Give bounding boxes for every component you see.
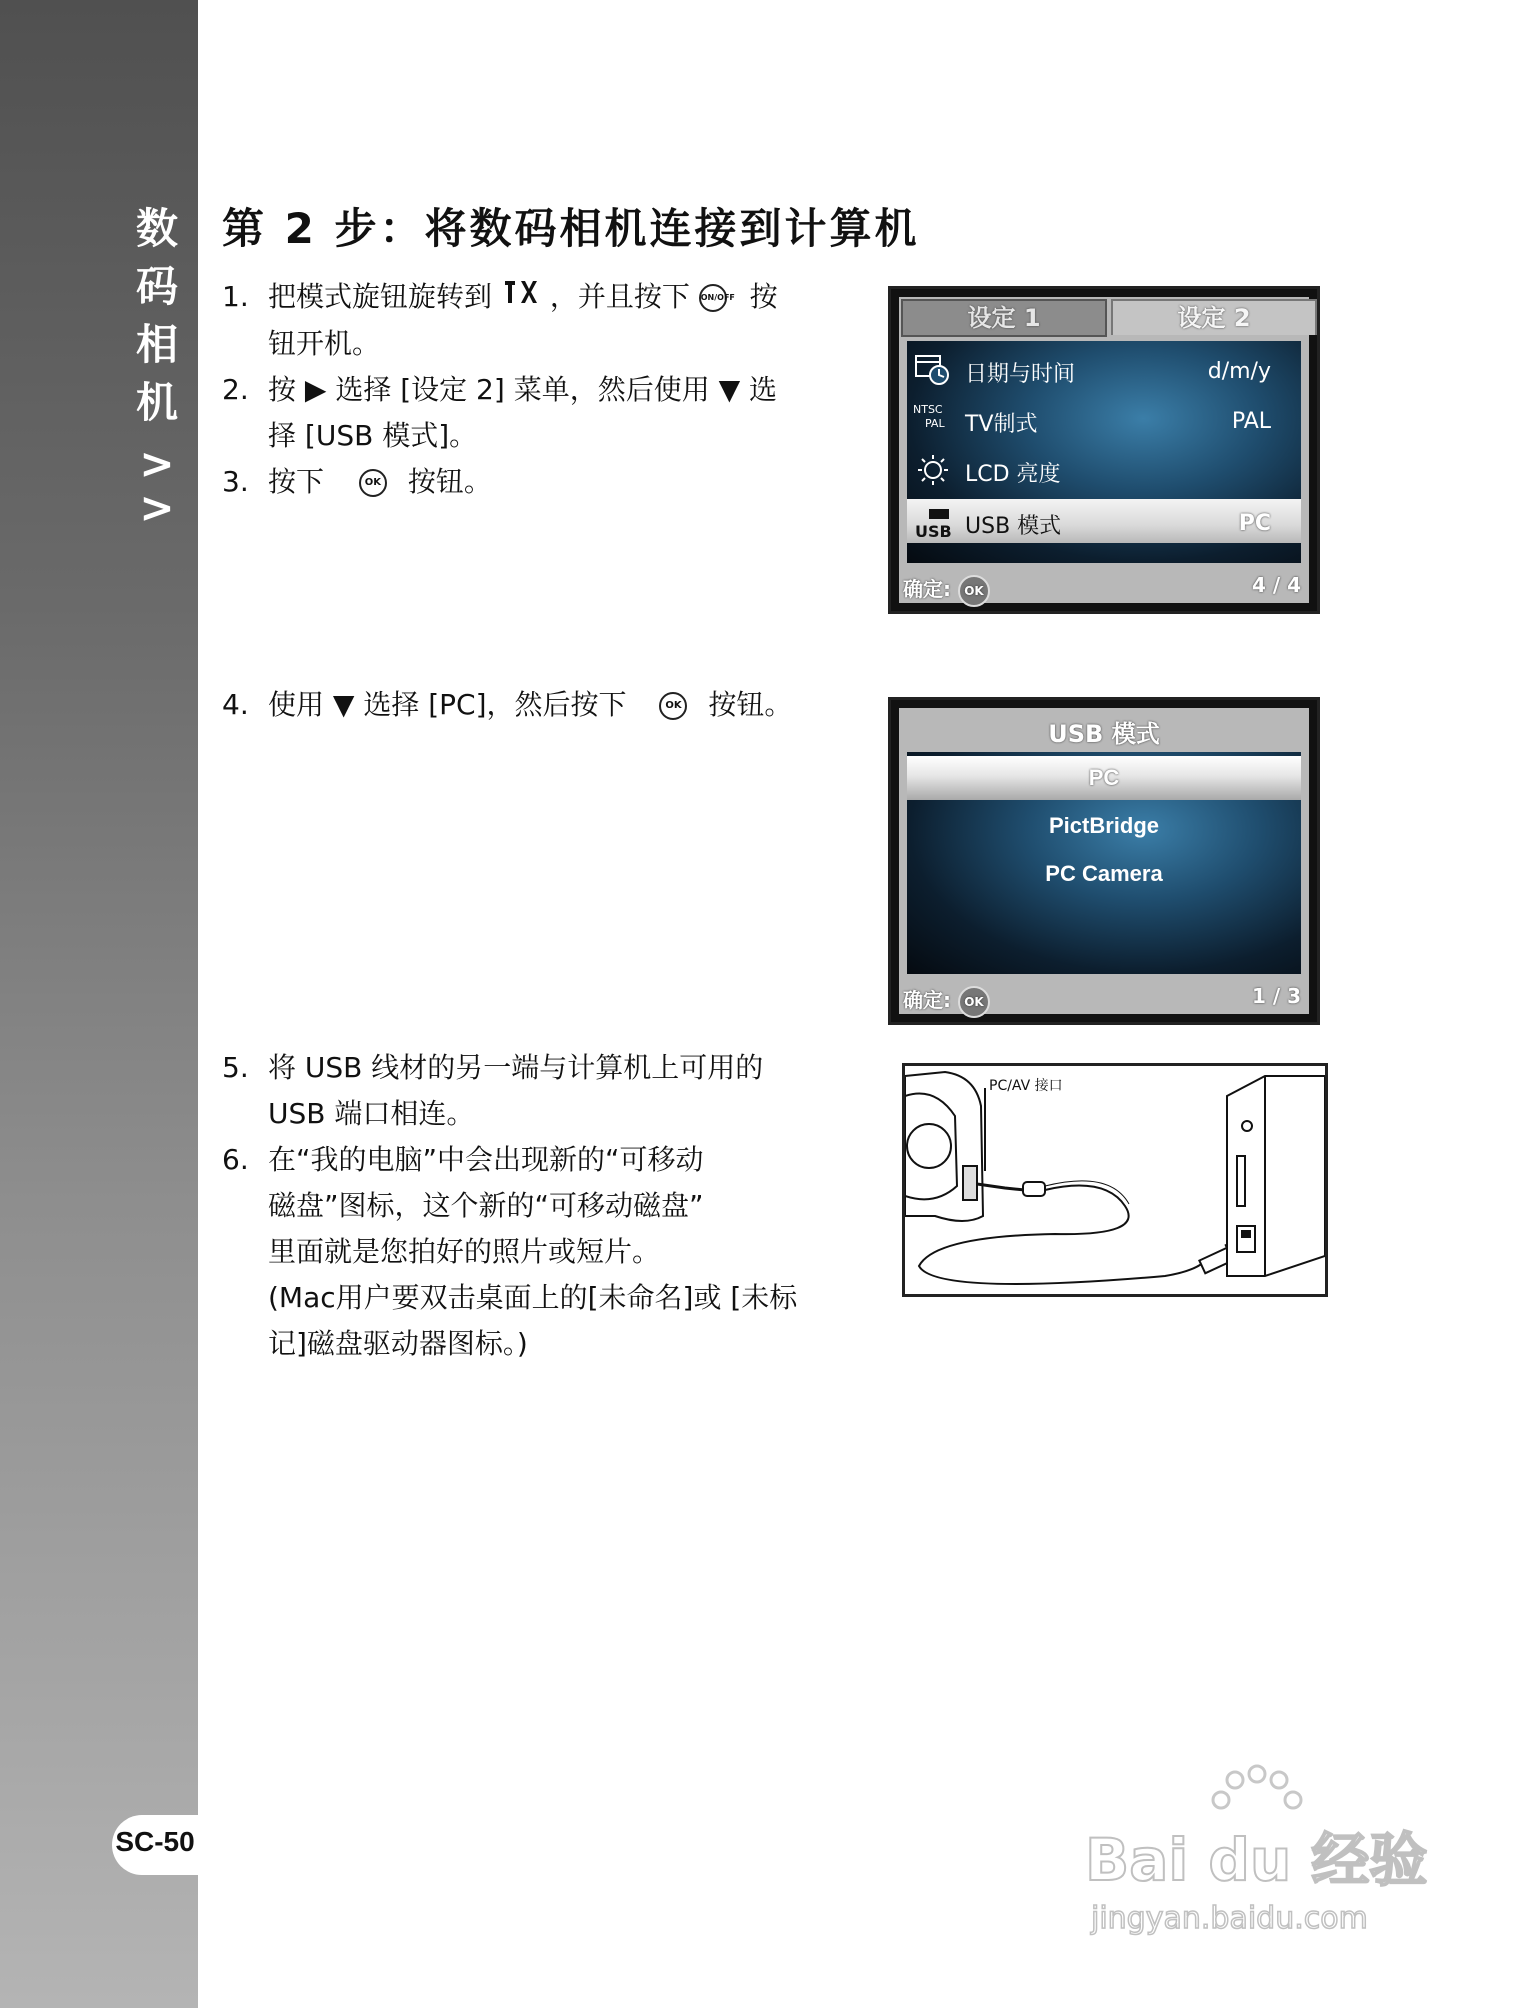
power-button-icon: ON/OFF [699, 284, 727, 312]
steps-block-3 [222, 1045, 842, 1367]
step-text: 磁盘”图标，这个新的“可移动磁盘” [268, 1189, 704, 1222]
step-text: 按 [749, 280, 778, 313]
sidebar-char: 相 [135, 320, 178, 369]
ok-button-icon: OK [659, 692, 687, 720]
step-number: 5. [222, 1051, 249, 1084]
watermark-url: jingyan.baidu.com [1091, 1901, 1368, 1936]
pal-icon-text: PAL [925, 417, 945, 430]
usb-mode-menu [907, 752, 1301, 974]
screen-frame [899, 297, 1309, 603]
menu-row-value: PC [1238, 511, 1271, 536]
step-number: 1. [222, 280, 249, 313]
option-pictbridge[interactable]: PictBridge [1048, 813, 1160, 838]
confirm-label: 确定: [903, 988, 951, 1012]
confirm-hint [903, 984, 990, 1018]
step-text: 按下 [268, 465, 325, 498]
menu-row-usb-mode[interactable] [907, 499, 1301, 543]
tab-bar [899, 297, 1309, 335]
sidebar-char: 机 [135, 378, 178, 427]
camera-settings-screen [888, 286, 1320, 614]
sidebar-char: > [139, 439, 175, 488]
menu-row-lcd-brightness[interactable] [907, 445, 1301, 495]
connection-diagram [902, 1063, 1328, 1297]
menu-row-label: TV制式 [965, 412, 1038, 437]
step-1 [222, 274, 822, 367]
sidebar-char: 数 [135, 204, 178, 253]
step-text: (Mac用户要双击桌面上的[未命名]或 [未标 [268, 1281, 798, 1314]
ntsc-icon-text: NTSC [913, 403, 943, 416]
step-number: 3. [222, 465, 249, 498]
ok-button-icon: OK [958, 575, 990, 607]
menu-row-label: 日期与时间 [965, 362, 1076, 387]
ok-button-icon: OK [958, 986, 990, 1018]
sidebar-char: 码 [135, 262, 178, 311]
step-text: 在“我的电脑”中会出现新的“可移动 [268, 1143, 704, 1176]
calendar-clock-icon [913, 353, 953, 387]
step-text: 里面就是您拍好的照片或短片。 [268, 1235, 661, 1268]
settings-menu [907, 341, 1301, 563]
sidebar-title [122, 200, 192, 530]
confirm-label: 确定: [903, 577, 951, 601]
menu-row-label: LCD 亮度 [965, 462, 1061, 487]
confirm-hint [903, 573, 990, 607]
usb-icon-text: USB [915, 522, 952, 541]
screen-footer [899, 976, 1309, 1014]
menu-row-value: PAL [1231, 409, 1271, 434]
page-title: 第 2 步：将数码相机连接到计算机 [222, 204, 920, 253]
step-text: 使用 ▼ 选择 [PC]，然后按下 [268, 688, 627, 721]
menu-row-value: d/m/y [1207, 359, 1271, 384]
setup-mode-icon [501, 275, 541, 321]
brightness-icon [913, 453, 953, 487]
step-text: USB 端口相连。 [268, 1097, 475, 1130]
page-number: SC-50 [115, 1826, 195, 1857]
option-pc[interactable]: PC [907, 756, 1301, 800]
step-number: 6. [222, 1143, 249, 1176]
menu-row-date-time[interactable] [907, 345, 1301, 395]
step-text: 记]磁盘驱动器图标。) [268, 1327, 528, 1360]
usb-mode-screen [888, 697, 1320, 1025]
page-indicator: 1 / 3 [1251, 984, 1301, 1008]
step-text: 按钮。 [708, 688, 793, 721]
usb-icon [913, 507, 953, 541]
steps-block-2 [222, 682, 862, 728]
menu-row-tv-system[interactable] [907, 395, 1301, 445]
watermark-logo: Bai du 经验 [1085, 1826, 1428, 1894]
step-number: 2. [222, 373, 249, 406]
step-text: 按钮。 [407, 465, 492, 498]
step-text: 按 ▶ 选择 [设定 2] 菜单，然后使用 ▼ 选 [268, 373, 778, 406]
baidu-watermark [1075, 1760, 1435, 1940]
usb-mode-title: USB 模式 [1048, 720, 1160, 748]
page-indicator: 4 / 4 [1251, 573, 1301, 597]
pc-av-port-label: PC/AV 接口 [989, 1078, 1063, 1094]
tab-setup-2[interactable]: 设定 2 [1111, 299, 1317, 335]
option-pc-camera[interactable]: PC Camera [1045, 861, 1163, 886]
step-2 [222, 367, 822, 459]
step-text: 择 [USB 模式]。 [268, 419, 478, 452]
tab-setup-1[interactable]: 设定 1 [901, 299, 1107, 337]
camera-to-pc-illustration [905, 1066, 1325, 1294]
menu-row-label: USB 模式 [965, 514, 1062, 539]
step-3 [222, 459, 822, 505]
step-number: 4. [222, 688, 249, 721]
steps-block-1 [222, 274, 822, 505]
step-text: ，并且按下 [549, 280, 690, 313]
step-text: 将 USB 线材的另一端与计算机上可用的 [268, 1051, 764, 1084]
step-text: 把模式旋钮旋转到 [268, 280, 493, 313]
ok-button-icon: OK [359, 469, 387, 497]
step-4 [222, 682, 862, 728]
step-6 [222, 1137, 842, 1367]
ntsc-pal-icon [913, 403, 953, 437]
step-5 [222, 1045, 842, 1137]
screen-footer [899, 565, 1309, 603]
screen-frame [899, 708, 1309, 1014]
step-text: 钮开机。 [268, 327, 381, 360]
sidebar-char: > [139, 483, 175, 532]
